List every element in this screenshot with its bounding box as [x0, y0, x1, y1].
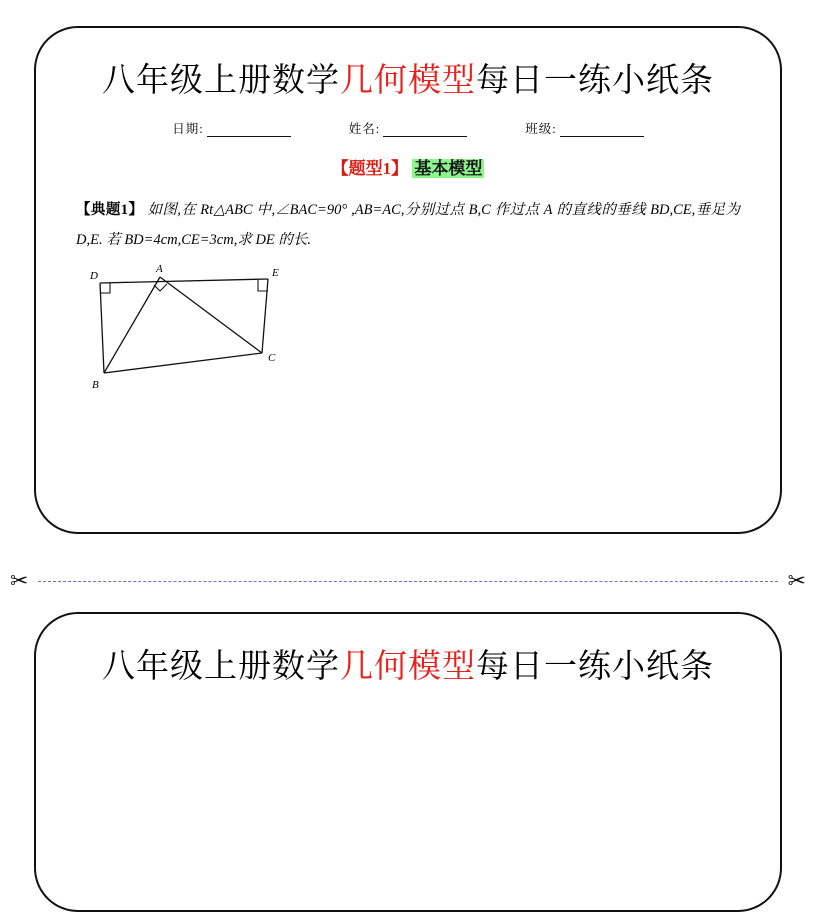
right-angle-E	[258, 280, 268, 291]
geometry-figure	[82, 261, 780, 401]
figure-label-B: B	[92, 379, 99, 391]
meta-rule-name	[383, 125, 467, 137]
figure-label-A: A	[156, 263, 163, 275]
section-tag: 【题型1】	[331, 159, 409, 178]
meta-rule-date	[207, 125, 291, 137]
segment-AC	[160, 277, 262, 353]
title-part-highlight: 几何模型	[340, 63, 476, 99]
meta-field-name	[349, 119, 467, 137]
segment-DE	[100, 279, 268, 283]
meta-fields-row	[36, 119, 780, 137]
problem-line-1: 如图,在 Rt△ABC 中,∠BAC=90° ,AB=AC,分别过点 B,C 作过点 A	[147, 202, 553, 218]
segment-EC	[262, 279, 268, 353]
page-title	[36, 54, 780, 101]
segment-BC	[104, 353, 262, 373]
scissors-icon-left: ✂	[10, 568, 29, 593]
title-part-before: 八年级上册数学	[102, 63, 340, 99]
figure-label-E: E	[272, 267, 279, 279]
figure-label-C: C	[268, 352, 276, 364]
section-heading	[36, 154, 780, 179]
worksheet-card-1	[34, 26, 782, 534]
section-name: 基本模型	[414, 159, 483, 178]
cut-line-dash	[38, 581, 778, 582]
meta-rule-class	[560, 125, 644, 137]
page-title-2	[36, 640, 780, 687]
meta-label-name: 姓名:	[348, 122, 381, 136]
worksheet-card-2	[34, 612, 782, 912]
title2-part-after: 每日一练小纸条	[476, 649, 714, 685]
title2-part-before: 八年级上册数学	[102, 649, 340, 685]
scissors-icon-right: ✂	[787, 568, 806, 593]
geometry-figure-svg	[82, 261, 342, 396]
meta-label-class: 班级:	[525, 122, 557, 136]
meta-label-date: 日期:	[172, 122, 204, 136]
problem-lead: 【典题1】	[76, 202, 144, 218]
problem-line-2: 的直线的垂线 BD,CE,垂足为 D,E. 若 BD=4cm,CE=3cm,求 DE 的长.	[76, 202, 741, 248]
figure-label-D: D	[90, 270, 98, 282]
title2-part-highlight: 几何模型	[340, 649, 476, 685]
meta-field-date	[172, 119, 290, 137]
segment-DB	[100, 283, 104, 373]
segment-BA	[104, 277, 160, 373]
cut-line	[0, 568, 816, 593]
right-angle-D	[100, 283, 110, 293]
meta-field-class	[525, 119, 643, 137]
problem-text	[76, 195, 740, 255]
title-part-after: 每日一练小纸条	[476, 63, 714, 99]
